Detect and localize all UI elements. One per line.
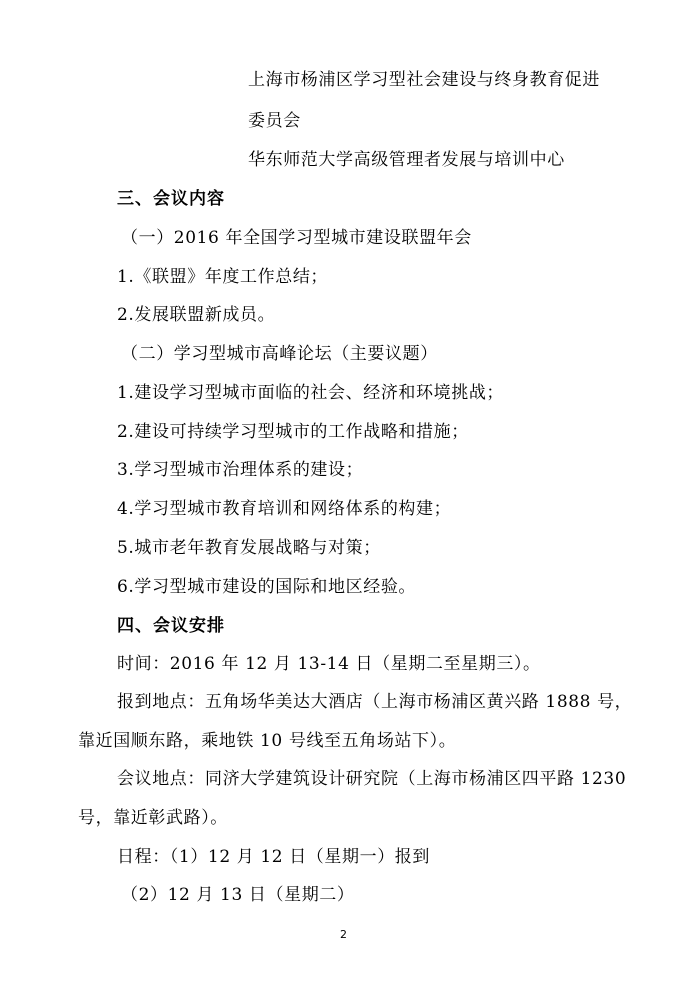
- organizer-line-3: 华东师范大学高级管理者发展与培训中心: [248, 150, 565, 170]
- part1-item-1: 1.《联盟》年度工作总结；: [117, 267, 329, 287]
- schedule-line-1: 日程：（1）12 月 12 日（星期一）报到: [117, 847, 430, 867]
- part2-item-1: 1.建设学习型城市面临的社会、经济和环境挑战；: [117, 383, 505, 403]
- page-number: 2: [340, 928, 347, 941]
- part1-title: （一）2016 年全国学习型城市建设联盟年会: [121, 228, 472, 248]
- part2-item-4: 4.学习型城市教育培训和网络体系的构建；: [117, 499, 452, 519]
- part2-item-6: 6.学习型城市建设的国际和地区经验。: [117, 577, 417, 597]
- part1-item-2: 2.发展联盟新成员。: [117, 305, 276, 325]
- organizer-line-1: 上海市杨浦区学习型社会建设与终身教育促进: [248, 70, 600, 90]
- part2-item-5: 5.城市老年教育发展战略与对策；: [117, 538, 381, 558]
- checkin-location-line-1: 报到地点：五角场华美达大酒店（上海市杨浦区黄兴路 1888 号，: [117, 692, 633, 712]
- part2-item-3: 3.学习型城市治理体系的建设；: [117, 460, 364, 480]
- venue-line-2: 号，靠近彰武路）。: [78, 808, 228, 828]
- part2-title: （二）学习型城市高峰论坛（主要议题）: [121, 344, 438, 364]
- section-heading-content: 三、会议内容: [117, 189, 225, 209]
- section-heading-arrangement: 四、会议安排: [117, 616, 225, 636]
- meeting-time: 时间：2016 年 12 月 13-14 日（星期二至星期三）。: [117, 654, 541, 674]
- schedule-line-2: （2）12 月 13 日（星期二）: [121, 885, 355, 905]
- part2-item-2: 2.建设可持续学习型城市的工作战略和措施；: [117, 422, 469, 442]
- organizer-line-2: 委员会: [248, 111, 301, 131]
- checkin-location-line-2: 靠近国顺东路，乘地铁 10 号线至五角场站下）。: [78, 731, 457, 751]
- venue-line-1: 会议地点：同济大学建筑设计研究院（上海市杨浦区四平路 1230: [117, 769, 627, 789]
